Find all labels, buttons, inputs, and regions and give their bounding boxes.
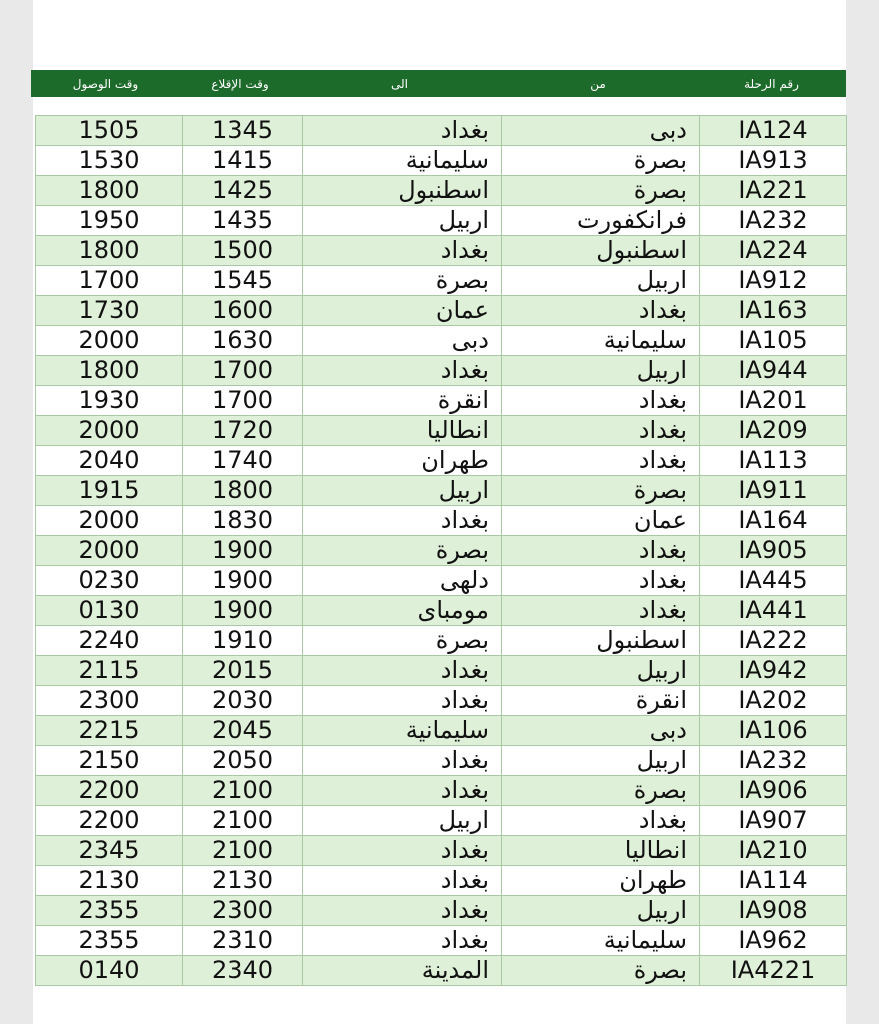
origin-cell: دبى xyxy=(502,716,700,746)
arrival-time-cell: 1700 xyxy=(36,266,183,296)
header-to: الى xyxy=(391,76,408,91)
table-row xyxy=(36,446,847,476)
table-row xyxy=(36,236,847,266)
table-row xyxy=(36,746,847,776)
arrival-time-cell: 1730 xyxy=(36,296,183,326)
departure-time-cell: 2045 xyxy=(183,716,303,746)
flight-number-cell: IA905 xyxy=(700,536,847,566)
table-row xyxy=(36,296,847,326)
destination-cell: عمان xyxy=(303,296,502,326)
flight-number-cell: IA944 xyxy=(700,356,847,386)
flight-number-cell: IA201 xyxy=(700,386,847,416)
destination-cell: بغداد xyxy=(303,656,502,686)
departure-time-cell: 1600 xyxy=(183,296,303,326)
departure-time-cell: 2100 xyxy=(183,836,303,866)
departure-time-cell: 1740 xyxy=(183,446,303,476)
departure-time-cell: 1720 xyxy=(183,416,303,446)
flight-number-cell: IA114 xyxy=(700,866,847,896)
departure-time-cell: 1425 xyxy=(183,176,303,206)
arrival-time-cell: 1915 xyxy=(36,476,183,506)
table-row xyxy=(36,926,847,956)
destination-cell: دلهى xyxy=(303,566,502,596)
flight-number-cell: IA105 xyxy=(700,326,847,356)
table-row xyxy=(36,776,847,806)
departure-time-cell: 2300 xyxy=(183,896,303,926)
departure-time-cell: 1435 xyxy=(183,206,303,236)
table-row xyxy=(36,806,847,836)
table-row xyxy=(36,356,847,386)
arrival-time-cell: 2215 xyxy=(36,716,183,746)
origin-cell: بغداد xyxy=(502,386,700,416)
flight-number-cell: IA441 xyxy=(700,596,847,626)
arrival-time-cell: 2150 xyxy=(36,746,183,776)
table-row xyxy=(36,386,847,416)
table-header xyxy=(31,70,846,97)
destination-cell: بغداد xyxy=(303,356,502,386)
departure-time-cell: 1700 xyxy=(183,356,303,386)
origin-cell: اسطنبول xyxy=(502,236,700,266)
table-row xyxy=(36,686,847,716)
flight-number-cell: IA209 xyxy=(700,416,847,446)
departure-time-cell: 1900 xyxy=(183,596,303,626)
departure-time-cell: 1700 xyxy=(183,386,303,416)
destination-cell: بصرة xyxy=(303,626,502,656)
flight-number-cell: IA202 xyxy=(700,686,847,716)
table-row xyxy=(36,416,847,446)
origin-cell: اربيل xyxy=(502,656,700,686)
departure-time-cell: 2100 xyxy=(183,806,303,836)
destination-cell: اربيل xyxy=(303,206,502,236)
table-row xyxy=(36,956,847,986)
destination-cell: بغداد xyxy=(303,896,502,926)
departure-time-cell: 2050 xyxy=(183,746,303,776)
arrival-time-cell: 0140 xyxy=(36,956,183,986)
destination-cell: بغداد xyxy=(303,116,502,146)
destination-cell: مومباى xyxy=(303,596,502,626)
destination-cell: طهران xyxy=(303,446,502,476)
flight-number-cell: IA164 xyxy=(700,506,847,536)
destination-cell: سليمانية xyxy=(303,716,502,746)
header-from: من xyxy=(590,76,606,91)
origin-cell: انطاليا xyxy=(502,836,700,866)
origin-cell: بغداد xyxy=(502,446,700,476)
destination-cell: سليمانية xyxy=(303,146,502,176)
flight-number-cell: IA113 xyxy=(700,446,847,476)
arrival-time-cell: 2200 xyxy=(36,806,183,836)
destination-cell: اربيل xyxy=(303,476,502,506)
flight-number-cell: IA911 xyxy=(700,476,847,506)
destination-cell: انقرة xyxy=(303,386,502,416)
origin-cell: اسطنبول xyxy=(502,626,700,656)
flight-number-cell: IA907 xyxy=(700,806,847,836)
header-arrival-time: وقت الوصول xyxy=(72,76,139,91)
destination-cell: اربيل xyxy=(303,806,502,836)
origin-cell: بصرة xyxy=(502,776,700,806)
arrival-time-cell: 1950 xyxy=(36,206,183,236)
departure-time-cell: 1415 xyxy=(183,146,303,176)
departure-time-cell: 1830 xyxy=(183,506,303,536)
flight-schedule-body xyxy=(36,116,847,986)
arrival-time-cell: 2200 xyxy=(36,776,183,806)
departure-time-cell: 2130 xyxy=(183,866,303,896)
origin-cell: سليمانية xyxy=(502,926,700,956)
arrival-time-cell: 2130 xyxy=(36,866,183,896)
destination-cell: بغداد xyxy=(303,776,502,806)
arrival-time-cell: 1505 xyxy=(36,116,183,146)
arrival-time-cell: 2300 xyxy=(36,686,183,716)
flight-number-cell: IA224 xyxy=(700,236,847,266)
origin-cell: بغداد xyxy=(502,416,700,446)
destination-cell: المدينة xyxy=(303,956,502,986)
departure-time-cell: 1545 xyxy=(183,266,303,296)
arrival-time-cell: 2345 xyxy=(36,836,183,866)
table-row xyxy=(36,206,847,236)
flight-schedule-table xyxy=(35,115,847,986)
origin-cell: بغداد xyxy=(502,596,700,626)
flight-number-cell: IA232 xyxy=(700,206,847,236)
destination-cell: بغداد xyxy=(303,686,502,716)
flight-number-cell: IA124 xyxy=(700,116,847,146)
table-row xyxy=(36,146,847,176)
destination-cell: اسطنبول xyxy=(303,176,502,206)
destination-cell: بغداد xyxy=(303,506,502,536)
origin-cell: سليمانية xyxy=(502,326,700,356)
departure-time-cell: 2015 xyxy=(183,656,303,686)
arrival-time-cell: 2115 xyxy=(36,656,183,686)
departure-time-cell: 1630 xyxy=(183,326,303,356)
header-departure-time: وقت الإقلاع xyxy=(211,76,269,91)
table-row xyxy=(36,626,847,656)
origin-cell: بغداد xyxy=(502,566,700,596)
table-row xyxy=(36,266,847,296)
table-row xyxy=(36,716,847,746)
origin-cell: عمان xyxy=(502,506,700,536)
departure-time-cell: 1900 xyxy=(183,536,303,566)
origin-cell: بغداد xyxy=(502,296,700,326)
flight-number-cell: IA221 xyxy=(700,176,847,206)
destination-cell: بغداد xyxy=(303,836,502,866)
destination-cell: دبى xyxy=(303,326,502,356)
arrival-time-cell: 2000 xyxy=(36,416,183,446)
flight-number-cell: IA962 xyxy=(700,926,847,956)
header-flight-number: رقم الرحلة xyxy=(744,76,799,91)
arrival-time-cell: 0230 xyxy=(36,566,183,596)
origin-cell: اربيل xyxy=(502,746,700,776)
origin-cell: اربيل xyxy=(502,896,700,926)
arrival-time-cell: 1930 xyxy=(36,386,183,416)
table-row xyxy=(36,536,847,566)
flight-number-cell: IA222 xyxy=(700,626,847,656)
destination-cell: بغداد xyxy=(303,926,502,956)
flight-number-cell: IA906 xyxy=(700,776,847,806)
arrival-time-cell: 2355 xyxy=(36,896,183,926)
table-row xyxy=(36,506,847,536)
departure-time-cell: 2340 xyxy=(183,956,303,986)
origin-cell: بغداد xyxy=(502,536,700,566)
origin-cell: بصرة xyxy=(502,956,700,986)
flight-number-cell: IA445 xyxy=(700,566,847,596)
flight-number-cell: IA908 xyxy=(700,896,847,926)
flight-number-cell: IA163 xyxy=(700,296,847,326)
table-row xyxy=(36,836,847,866)
flight-number-cell: IA106 xyxy=(700,716,847,746)
origin-cell: انقرة xyxy=(502,686,700,716)
destination-cell: بغداد xyxy=(303,866,502,896)
arrival-time-cell: 2355 xyxy=(36,926,183,956)
origin-cell: اربيل xyxy=(502,356,700,386)
destination-cell: انطاليا xyxy=(303,416,502,446)
table-row xyxy=(36,176,847,206)
table-row xyxy=(36,896,847,926)
departure-time-cell: 1345 xyxy=(183,116,303,146)
origin-cell: اربيل xyxy=(502,266,700,296)
arrival-time-cell: 1530 xyxy=(36,146,183,176)
departure-time-cell: 1910 xyxy=(183,626,303,656)
arrival-time-cell: 1800 xyxy=(36,236,183,266)
destination-cell: بصرة xyxy=(303,266,502,296)
departure-time-cell: 1900 xyxy=(183,566,303,596)
destination-cell: بغداد xyxy=(303,236,502,266)
table-row xyxy=(36,326,847,356)
departure-time-cell: 1500 xyxy=(183,236,303,266)
arrival-time-cell: 2000 xyxy=(36,536,183,566)
table-row xyxy=(36,596,847,626)
table-row xyxy=(36,656,847,686)
arrival-time-cell: 1800 xyxy=(36,176,183,206)
arrival-time-cell: 2000 xyxy=(36,326,183,356)
departure-time-cell: 1800 xyxy=(183,476,303,506)
arrival-time-cell: 2240 xyxy=(36,626,183,656)
origin-cell: بصرة xyxy=(502,176,700,206)
flight-number-cell: IA4221 xyxy=(700,956,847,986)
table-row xyxy=(36,476,847,506)
origin-cell: بصرة xyxy=(502,476,700,506)
origin-cell: بغداد xyxy=(502,806,700,836)
departure-time-cell: 2100 xyxy=(183,776,303,806)
table-row xyxy=(36,566,847,596)
departure-time-cell: 2030 xyxy=(183,686,303,716)
flight-number-cell: IA210 xyxy=(700,836,847,866)
origin-cell: دبى xyxy=(502,116,700,146)
destination-cell: بغداد xyxy=(303,746,502,776)
arrival-time-cell: 2000 xyxy=(36,506,183,536)
flight-number-cell: IA942 xyxy=(700,656,847,686)
origin-cell: بصرة xyxy=(502,146,700,176)
flight-number-cell: IA912 xyxy=(700,266,847,296)
table-row xyxy=(36,866,847,896)
arrival-time-cell: 1800 xyxy=(36,356,183,386)
flight-number-cell: IA913 xyxy=(700,146,847,176)
destination-cell: بصرة xyxy=(303,536,502,566)
arrival-time-cell: 2040 xyxy=(36,446,183,476)
origin-cell: فرانكفورت xyxy=(502,206,700,236)
arrival-time-cell: 0130 xyxy=(36,596,183,626)
origin-cell: طهران xyxy=(502,866,700,896)
departure-time-cell: 2310 xyxy=(183,926,303,956)
flight-number-cell: IA232 xyxy=(700,746,847,776)
table-row xyxy=(36,116,847,146)
